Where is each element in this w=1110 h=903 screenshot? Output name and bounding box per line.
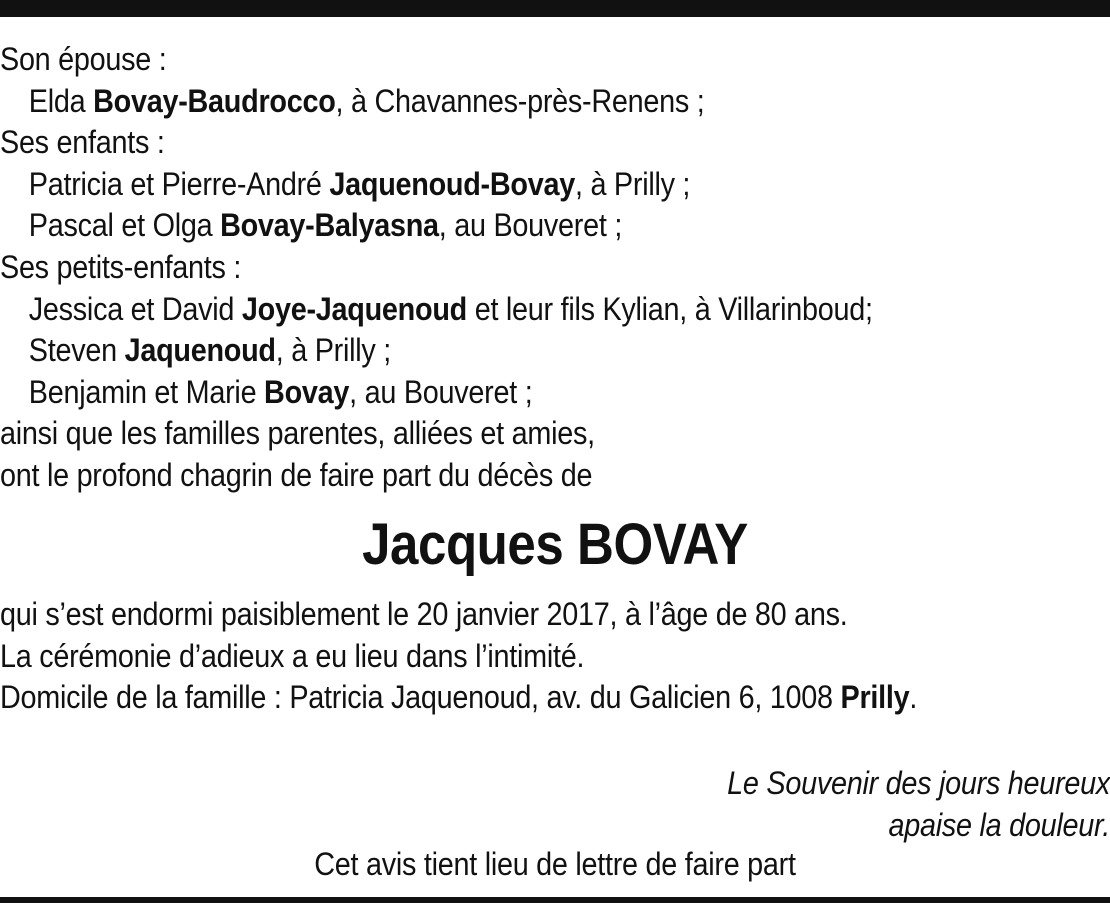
quote-line: apaise la douleur. xyxy=(888,807,1110,843)
family-line: Steven Jaquenoud, à Prilly ; xyxy=(28,332,391,369)
quote-line: Le Souvenir des jours heureux xyxy=(727,765,1110,801)
bottom-rule xyxy=(0,897,1110,903)
details-line: La cérémonie d’adieux a eu lieu dans l’intimité. xyxy=(0,637,585,674)
family-surname: Joye-Jaquenoud xyxy=(241,290,467,327)
family-line: Patricia et Pierre-André Jaquenoud-Bovay, à Prilly ; xyxy=(28,165,691,202)
family-line: Jessica et David Joye-Jaquenoud et leur fils Kylian, à Villarinboud; xyxy=(28,290,873,327)
family-line: Benjamin et Marie Bovay, au Bouveret ; xyxy=(28,373,533,410)
family-line: Pascal et Olga Bovay-Balyasna, au Bouveret ; xyxy=(28,207,623,244)
family-line: Son épouse : xyxy=(0,41,167,77)
top-rule xyxy=(0,0,1110,17)
family-surname: Bovay-Baudrocco xyxy=(93,82,336,119)
footer-note: Cet avis tient lieu de lettre de faire part xyxy=(314,846,796,882)
details-line: Domicile de la famille : Patricia Jaquenoud, av. du Galicien 6, 1008 Prilly. xyxy=(0,679,918,716)
family-line: Elda Bovay-Baudrocco, à Chavannes-près-Renens ; xyxy=(28,82,705,119)
family-line: Ses petits-enfants : xyxy=(0,248,242,285)
family-surname: Bovay xyxy=(264,373,350,410)
deceased-name: Jacques BOVAY xyxy=(362,512,748,577)
family-surname: Jaquenoud-Bovay xyxy=(329,165,575,202)
details-paragraph xyxy=(0,594,999,719)
details-line: qui s’est endormi paisiblement le 20 janvier 2017, à l’âge de 80 ans. xyxy=(0,596,848,632)
family-line: ainsi que les familles parentes, alliées et amies, xyxy=(0,415,595,452)
details-city: Prilly xyxy=(840,679,910,716)
memorial-quote xyxy=(480,762,1110,846)
family-list xyxy=(0,39,999,497)
family-line: Ses enfants : xyxy=(0,124,165,161)
family-surname: Jaquenoud xyxy=(124,332,276,369)
family-line: ont le profond chagrin de faire part du décès de xyxy=(0,456,593,493)
family-surname: Bovay-Balyasna xyxy=(220,207,439,244)
